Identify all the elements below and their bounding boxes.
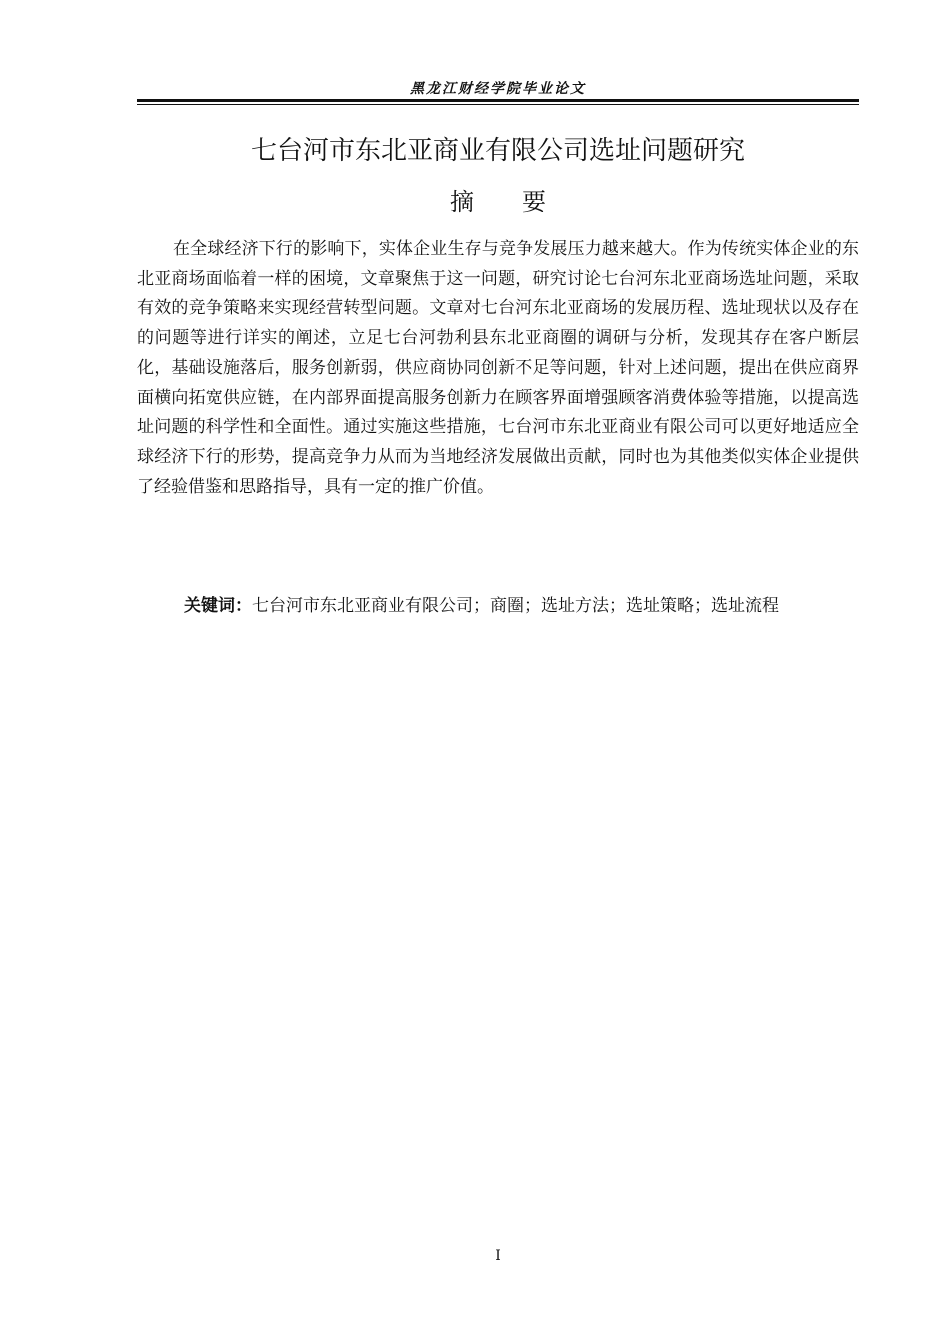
keywords-label: 关键词： (184, 596, 252, 616)
abstract-heading: 摘要 (450, 188, 594, 216)
page-number: I (495, 1248, 501, 1264)
thesis-title: 七台河市东北亚商业有限公司选址问题研究 (250, 136, 745, 166)
keywords-text: 七台河市东北亚商业有限公司；商圈；选址方法；选址策略；选址流程 (252, 596, 779, 616)
abstract-body: 在全球经济下行的影响下，实体企业生存与竞争发展压力越来越大。作为传统实体企业的东北亚商场面临着一样的困境，文章聚焦于这一问题，研究讨论七台河东北亚商场选址问题，采取有效的竞争策略来实现经营转型问题。文章对七台河东北亚商场的发展历程、选址现状以及存在的问题等进行详实的阐述，立足七台河勃利县东北亚商圈的调研与分析，发现其存在客户断层化，基础设施落后，服务创新弱，供应商协同创新不足等问题，针对上述问题，提出在供应商界面横向拓宽供应链，在内部界面提高服务创新力在顾客界面增强顾客消费体验等措施，以提高选址问题的科学性和全面性。通过实施这些措施，七台河市东北亚商业有限公司可以更好地适应全球经济下行的形势，提高竞争力从而为当地经济发展做出贡献，同时也为其他类似实体企业提供了经验借鉴和思路指导，具有一定的推广价值。 (137, 239, 859, 497)
keywords-line (184, 594, 874, 618)
running-header: 黑龙江财经学院毕业论文 (410, 81, 586, 97)
header-rule-thin (137, 104, 859, 105)
header-rule-thick (137, 99, 859, 102)
